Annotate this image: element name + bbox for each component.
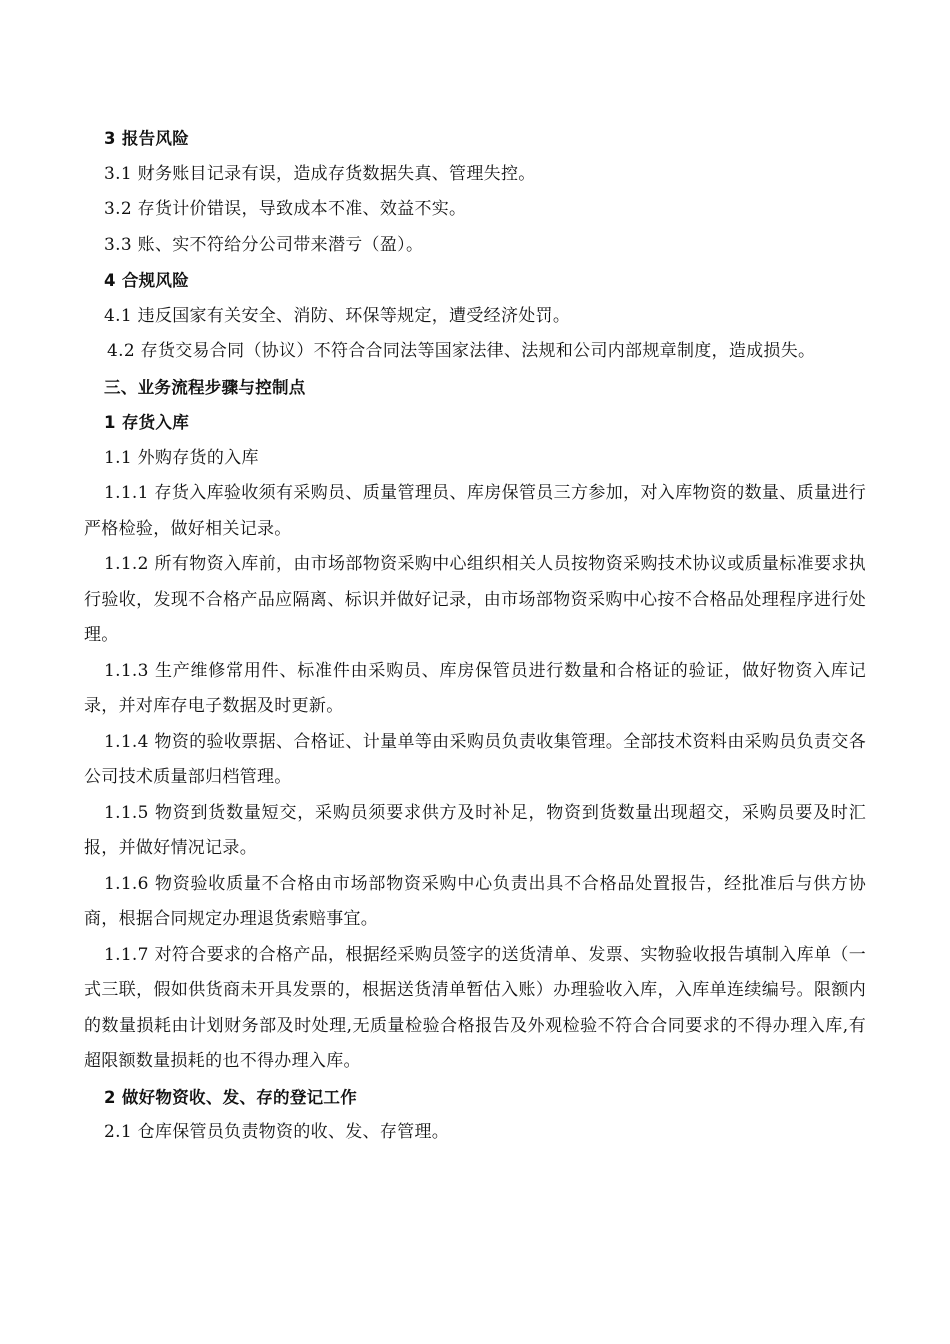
heading-4-compliance-risk: 4 合规风险 xyxy=(104,271,190,290)
paragraph-1-1-2: 1.1.2 所有物资入库前，由市场部物资采购中心组织相关人员按物资采购技术协议或质量标准要求执行验收，发现不合格产品应隔离、标识并做好记录，由市场部物资采购中心按不合格品处理程序进行处理。 xyxy=(84,554,866,645)
paragraph-1-1-6: 1.1.6 物资验收质量不合格由市场部物资采购中心负责出具不合格品处置报告，经批准后与供方协商，根据合同规定办理退货索赔事宜。 xyxy=(84,873,866,929)
paragraph-1-1-1: 1.1.1 存货入库验收须有采购员、质量管理员、库房保管员三方参加，对入库物资的数量、质量进行严格检验，做好相关记录。 xyxy=(84,483,866,539)
heading-2-registration: 2 做好物资收、发、存的登记工作 xyxy=(104,1087,358,1107)
paragraph-3-1: 3.1 财务账目记录有误，造成存货数据失真、管理失控。 xyxy=(104,163,536,184)
heading-1-inbound: 1 存货入库 xyxy=(104,413,190,432)
paragraph-2-1: 2.1 仓库保管员负责物资的收、发、存管理。 xyxy=(104,1122,450,1142)
section-heading-3: 三、业务流程步骤与控制点 xyxy=(104,377,306,397)
paragraph-3-2: 3.2 存货计价错误，导致成本不准、效益不实。 xyxy=(104,199,467,219)
paragraph-1-1-5: 1.1.5 物资到货数量短交，采购员须要求供方及时补足，物资到货数量出现超交，采购员要及时汇报，并做好情况记录。 xyxy=(84,802,866,858)
paragraph-4-1: 4.1 违反国家有关安全、消防、环保等规定，遭受经济处罚。 xyxy=(104,305,571,326)
paragraph-3-3: 3.3 账、实不符给分公司带来潜亏（盈）。 xyxy=(104,234,424,255)
paragraph-1-1: 1.1 外购存货的入库 xyxy=(104,447,259,468)
heading-3-report-risk: 3 报告风险 xyxy=(104,129,190,148)
paragraph-1-1-4: 1.1.4 物资的验收票据、合格证、计量单等由采购员负责收集管理。全部技术资料由采购员负责交各公司技术质量部归档管理。 xyxy=(84,731,866,787)
paragraph-1-1-3: 1.1.3 生产维修常用件、标准件由采购员、库房保管员进行数量和合格证的验证，做好物资入库记录，并对库存电子数据及时更新。 xyxy=(84,660,866,716)
paragraph-1-1-7: 1.1.7 对符合要求的合格产品，根据经采购员签字的送货清单、发票、实物验收报告填制入库单（一式三联，假如供货商未开具发票的，根据送货清单暂估入账）办理验收入库，入库单连续编号。限额内的数量损耗由计划财务部及时处理,无质量检验合格报告及外观检验不符合合同要求的不得办理入库,有超限额数量损耗的也不得办理入库。 xyxy=(84,944,866,1071)
paragraph-4-2: 4.2 存货交易合同（协议）不符合合同法等国家法律、法规和公司内部规章制度，造成损失。 xyxy=(107,341,816,361)
